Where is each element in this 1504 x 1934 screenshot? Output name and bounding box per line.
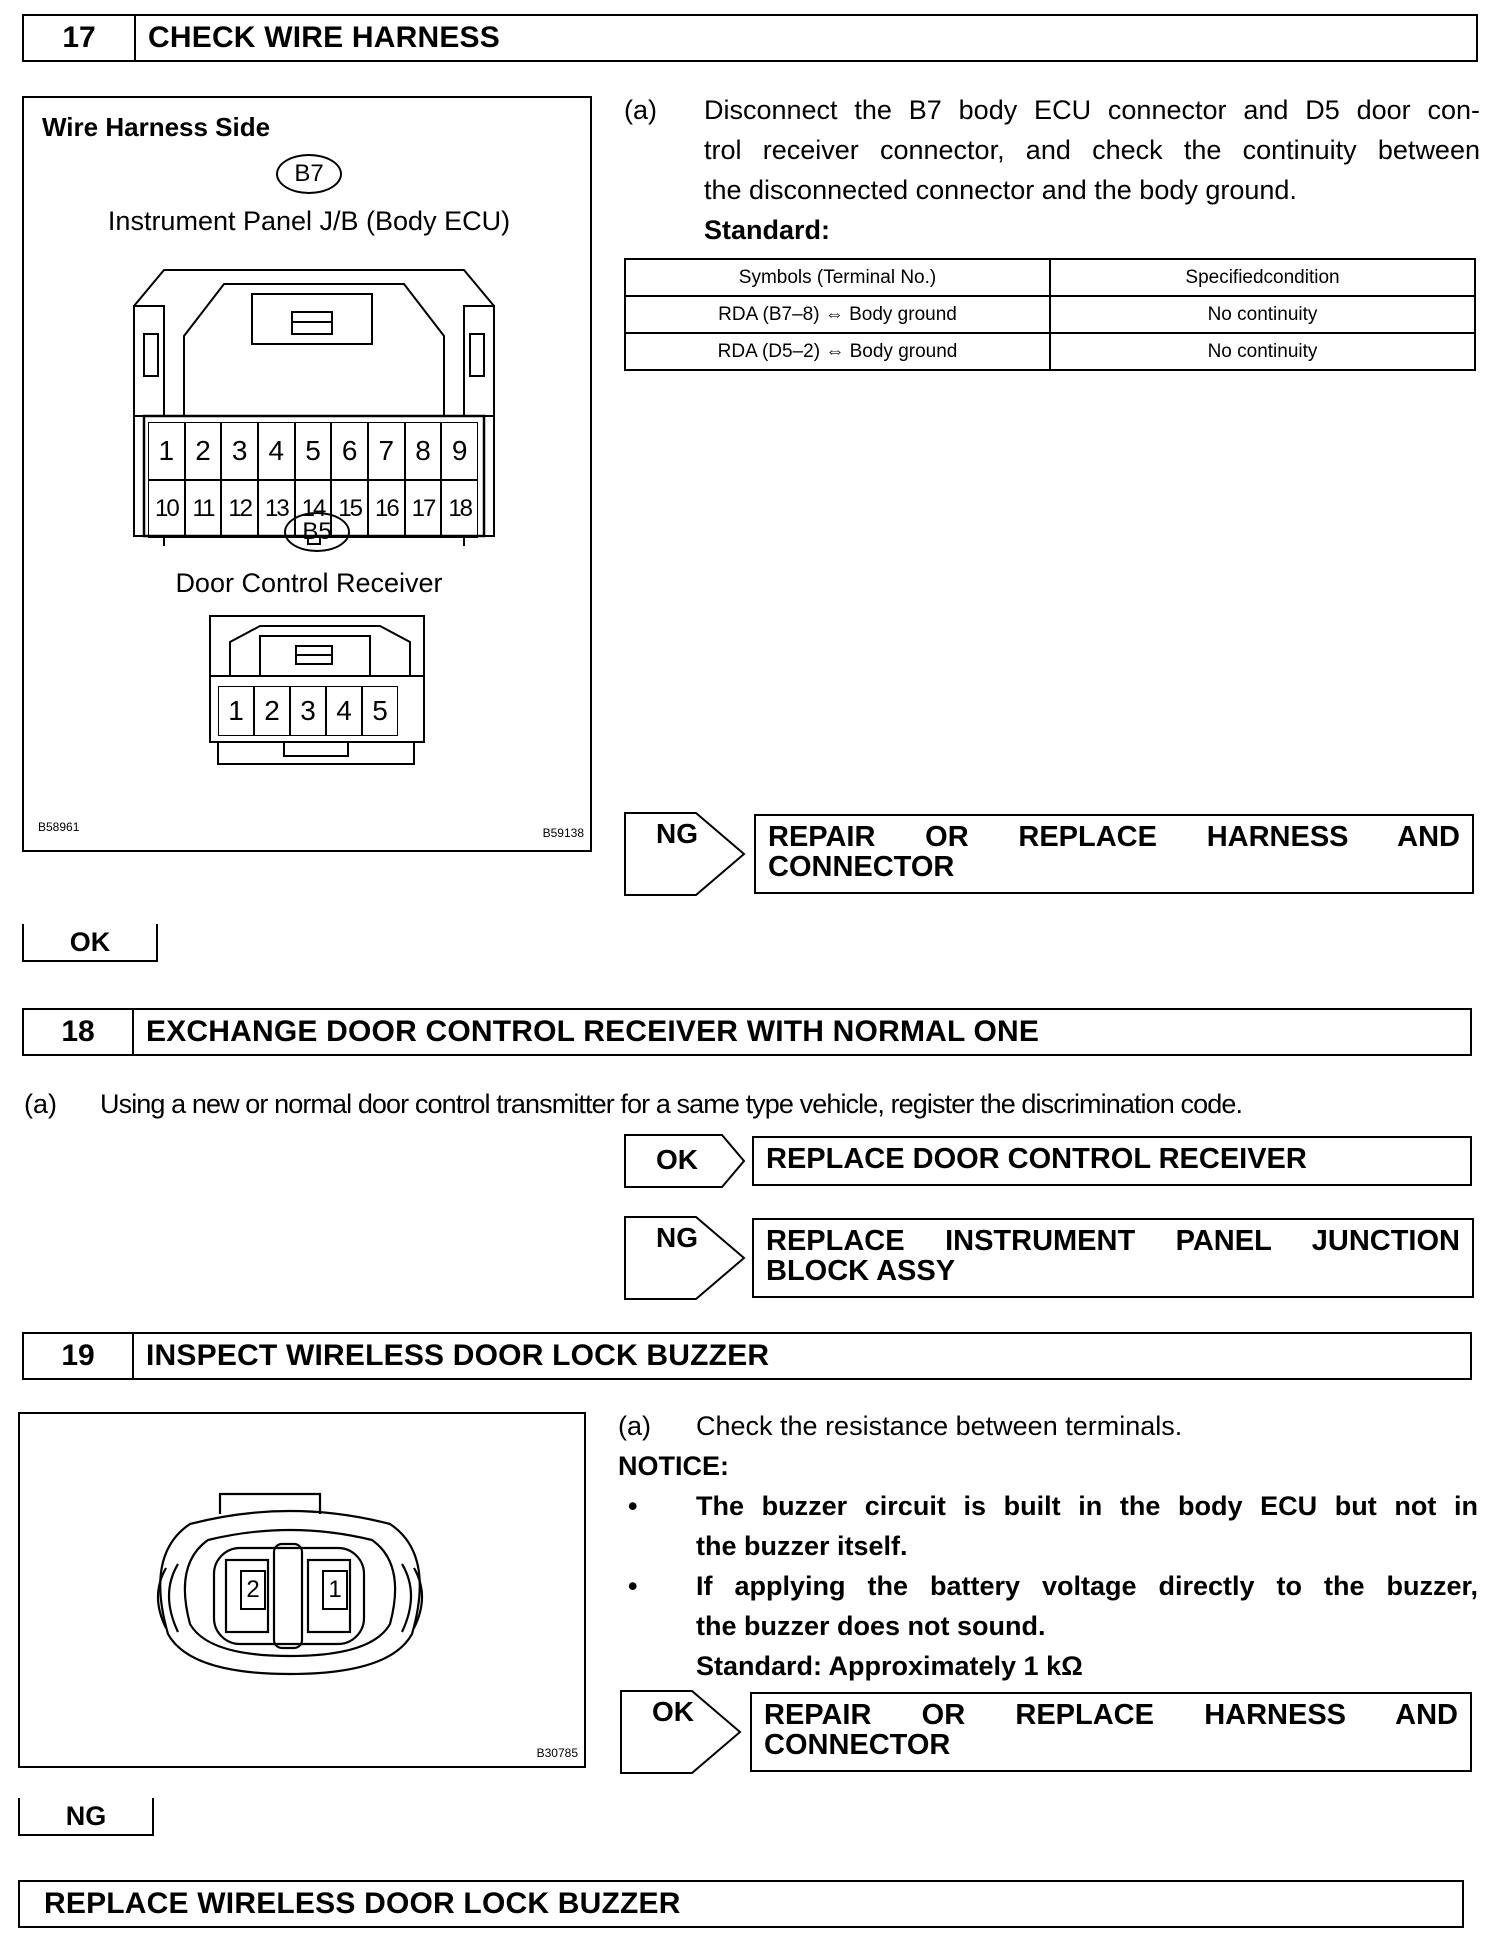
result-line: REPLACE INSTRUMENT PANEL JUNCTION bbox=[766, 1225, 1460, 1257]
b7-pin: 11 bbox=[185, 480, 222, 538]
bullet-line: the buzzer itself. bbox=[696, 1531, 908, 1561]
figure-heading: Wire Harness Side bbox=[42, 112, 271, 142]
b7-pin: 1 bbox=[148, 422, 185, 480]
instruction: Check the resistance between terminals. bbox=[696, 1411, 1183, 1441]
step18-instruction-label: (a) bbox=[24, 1089, 57, 1119]
result-line: REPAIR OR REPLACE HARNESS AND bbox=[764, 1699, 1458, 1731]
table-header: Symbols (Terminal No.) bbox=[625, 259, 1050, 296]
notice-bullet bbox=[618, 1486, 1478, 1566]
step17-ng-result bbox=[754, 814, 1474, 894]
step-title: EXCHANGE DOOR CONTROL RECEIVER WITH NORMAL ONE bbox=[146, 1015, 1040, 1048]
instruction-line: trol receiver connector, and check the continuity between bbox=[704, 135, 1480, 165]
buzzer-pin: 1 bbox=[322, 1570, 348, 1610]
ng-label: NG bbox=[656, 818, 698, 849]
b5-pin: 2 bbox=[254, 686, 290, 736]
buzzer-connector-drawing bbox=[150, 1484, 430, 1684]
standard-label: Standard: bbox=[704, 215, 831, 245]
bullet-line: If applying the battery voltage directly to the buzzer, bbox=[696, 1571, 1478, 1601]
b7-pin: 3 bbox=[221, 422, 258, 480]
connector-name-b7: Instrument Panel J/B (Body ECU) bbox=[107, 206, 511, 236]
buzzer-connector-figure bbox=[18, 1412, 586, 1768]
b7-pin: 8 bbox=[405, 422, 442, 480]
result-line: REPAIR OR REPLACE HARNESS AND bbox=[768, 821, 1460, 853]
b7-pin: 18 bbox=[441, 480, 478, 538]
step19-ok-result bbox=[750, 1692, 1472, 1772]
bullet-line: the buzzer does not sound. bbox=[696, 1611, 1046, 1641]
notice-bullet bbox=[618, 1566, 1478, 1686]
table-row bbox=[625, 296, 1475, 333]
step17-instruction bbox=[704, 90, 1480, 250]
step18-ok-tag bbox=[624, 1134, 750, 1188]
bullet-dot: • bbox=[628, 1571, 638, 1601]
figure-id-right: B59138 bbox=[542, 826, 584, 840]
b7-pin: 14 bbox=[295, 480, 332, 538]
instruction-line: the disconnected connector and the body ground. bbox=[704, 175, 1297, 205]
step-title: INSPECT WIRELESS DOOR LOCK BUZZER bbox=[146, 1339, 770, 1372]
b5-pin: 3 bbox=[290, 686, 326, 736]
connector-name-b5: Door Control Receiver bbox=[175, 568, 443, 598]
step18-ok-result bbox=[752, 1136, 1472, 1186]
b7-pin: 17 bbox=[405, 480, 442, 538]
step-number: 19 bbox=[24, 1334, 134, 1378]
b5-pin-row bbox=[218, 686, 398, 736]
step-number: 18 bbox=[24, 1010, 134, 1054]
b5-pin: 5 bbox=[362, 686, 398, 736]
result-line: CONNECTOR bbox=[768, 851, 955, 883]
ok-label: OK bbox=[652, 1696, 694, 1727]
table-cell: No continuity bbox=[1050, 333, 1475, 370]
b7-pin: 9 bbox=[441, 422, 478, 480]
wire-harness-figure bbox=[22, 96, 592, 852]
step17-ng-tag bbox=[624, 812, 750, 896]
figure-id-left: B58961 bbox=[38, 820, 80, 834]
step18-instruction: Using a new or normal door control transmitter for a same type vehicle, register the discrimination code. bbox=[100, 1089, 1243, 1119]
figure-id: B30785 bbox=[536, 1746, 578, 1760]
step-18-header bbox=[22, 1008, 1472, 1056]
result-line: CONNECTOR bbox=[764, 1729, 951, 1761]
b7-pin: 16 bbox=[368, 480, 405, 538]
table-cell: RDA (B7–8) ⇔ Body ground bbox=[625, 296, 1050, 333]
final-title: REPLACE WIRELESS DOOR LOCK BUZZER bbox=[44, 1887, 681, 1920]
continuity-table bbox=[624, 258, 1476, 371]
table-row bbox=[625, 333, 1475, 370]
b7-pin: 10 bbox=[148, 480, 185, 538]
result-line: BLOCK ASSY bbox=[766, 1255, 956, 1287]
connector-code-b7 bbox=[276, 154, 342, 194]
b7-pin: 12 bbox=[221, 480, 258, 538]
step19-text bbox=[618, 1406, 1478, 1686]
b5-pin: 1 bbox=[218, 686, 254, 736]
connector-code-b5 bbox=[284, 512, 350, 552]
notice-label: NOTICE: bbox=[618, 1451, 729, 1481]
standard-text: Standard: Approximately 1 kΩ bbox=[696, 1651, 1083, 1681]
connector-code-b5-text: B5 bbox=[302, 518, 332, 545]
b7-pin: 6 bbox=[331, 422, 368, 480]
step17-ok-tag bbox=[22, 924, 158, 962]
step-19-header bbox=[22, 1332, 1472, 1380]
b5-pin: 4 bbox=[326, 686, 362, 736]
bullet-dot: • bbox=[628, 1491, 638, 1521]
b7-pin: 7 bbox=[368, 422, 405, 480]
result-line: REPLACE DOOR CONTROL RECEIVER bbox=[766, 1143, 1307, 1175]
ok-label: OK bbox=[656, 1144, 698, 1175]
step18-ng-tag bbox=[624, 1216, 750, 1300]
step-number: 17 bbox=[24, 16, 136, 60]
b7-pin: 5 bbox=[295, 422, 332, 480]
step19-ng-tag bbox=[18, 1798, 154, 1836]
instruction-line: Disconnect the B7 body ECU connector and D5 door con- bbox=[704, 95, 1480, 125]
bullet-line: The buzzer circuit is built in the body ECU but not in bbox=[696, 1491, 1478, 1521]
final-step-header bbox=[18, 1880, 1464, 1928]
ng-label: NG bbox=[65, 1800, 107, 1831]
table-cell: No continuity bbox=[1050, 296, 1475, 333]
step-title: CHECK WIRE HARNESS bbox=[148, 21, 500, 54]
step19-ok-tag bbox=[620, 1690, 746, 1774]
b7-pin: 2 bbox=[185, 422, 222, 480]
ok-label: OK bbox=[69, 926, 111, 957]
table-header-row bbox=[625, 259, 1475, 296]
b7-pin: 15 bbox=[331, 480, 368, 538]
table-header: Specifiedcondition bbox=[1050, 259, 1475, 296]
ng-label: NG bbox=[656, 1222, 698, 1253]
connector-code-b7-text: B7 bbox=[294, 160, 324, 187]
buzzer-pin: 2 bbox=[240, 1570, 266, 1610]
step-17-header bbox=[22, 14, 1478, 62]
instruction-label: (a) bbox=[618, 1411, 651, 1441]
step18-ng-result bbox=[752, 1218, 1474, 1298]
table-cell: RDA (D5–2) ⇔ Body ground bbox=[625, 333, 1050, 370]
b7-pin: 13 bbox=[258, 480, 295, 538]
b7-pin: 4 bbox=[258, 422, 295, 480]
step17-instruction-label: (a) bbox=[624, 95, 657, 125]
